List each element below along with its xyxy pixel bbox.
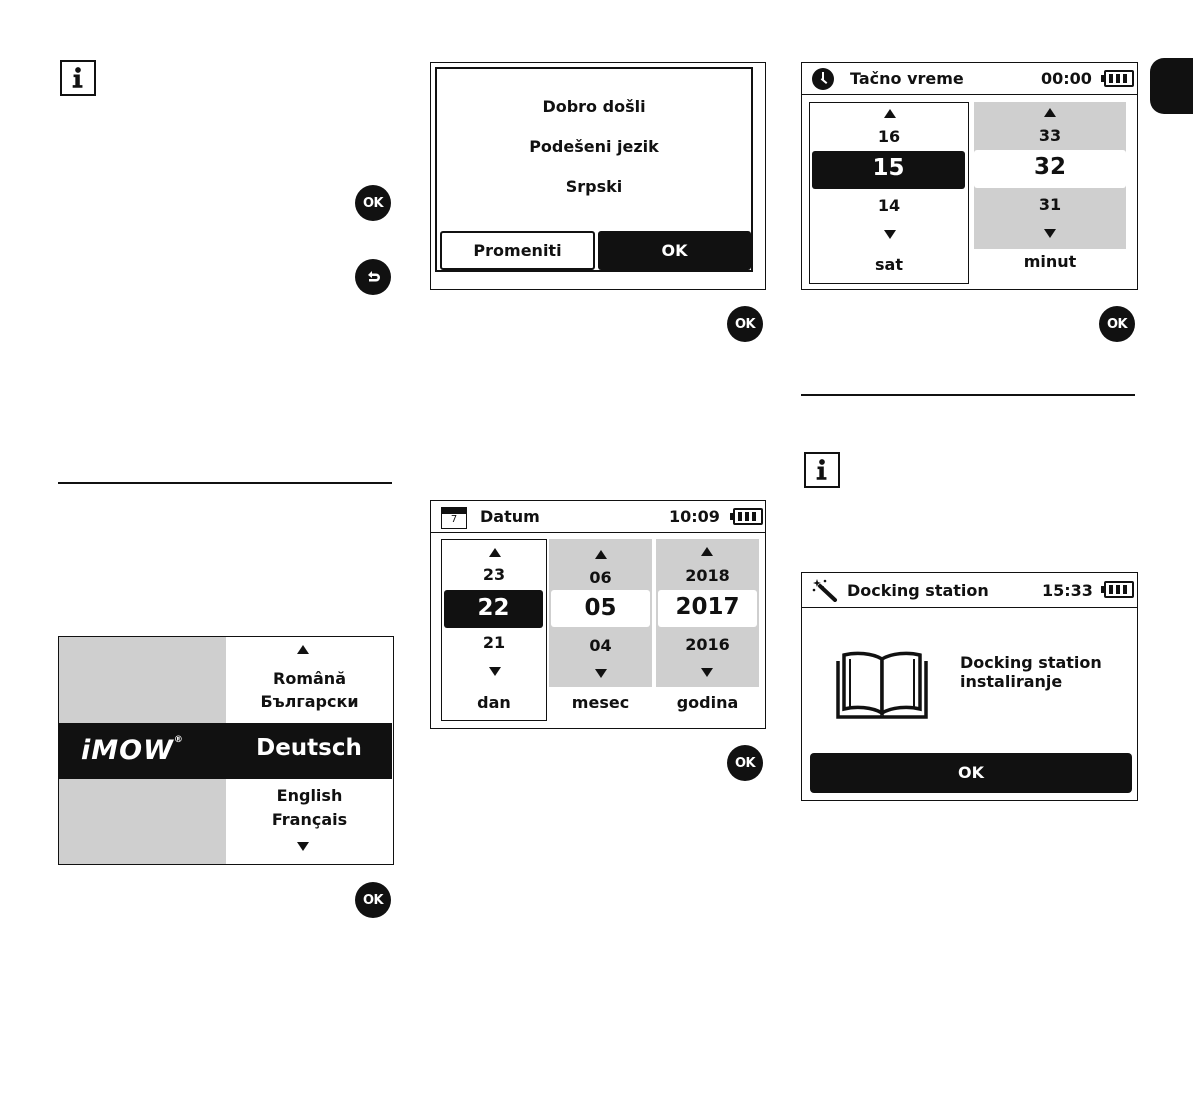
hour-down-icon[interactable] xyxy=(884,230,896,239)
scroll-up-icon xyxy=(297,645,309,654)
day-down-icon[interactable] xyxy=(489,667,501,676)
minute-selected: 32 xyxy=(1033,154,1066,180)
minute-selected-box xyxy=(974,150,1126,188)
year-selected-box xyxy=(658,590,757,627)
day-selected: 22 xyxy=(477,595,510,621)
docking-topbar xyxy=(802,573,1137,608)
day-selected-box xyxy=(444,590,543,628)
imow-logo: iMOW® xyxy=(81,735,184,766)
hour-above: 16 xyxy=(877,127,901,146)
screen-title: Datum xyxy=(480,507,540,526)
month-below: 04 xyxy=(589,636,612,655)
battery-icon xyxy=(733,508,763,525)
month-picker[interactable] xyxy=(549,539,652,721)
year-selected: 2017 xyxy=(675,594,740,620)
year-up-icon[interactable] xyxy=(701,547,713,556)
year-down-icon[interactable] xyxy=(701,668,713,677)
welcome-screen xyxy=(430,62,766,290)
chapter-tab-marker xyxy=(1150,58,1193,114)
minute-up-icon[interactable] xyxy=(1044,108,1056,117)
calendar-icon: 7 xyxy=(441,507,467,529)
language-option: Română xyxy=(273,669,346,688)
clock-time: 15:33 xyxy=(1042,581,1093,600)
language-screen xyxy=(58,636,394,865)
section-divider xyxy=(58,482,392,484)
ok-button-icon: OK xyxy=(1099,306,1135,342)
manual-book-icon xyxy=(836,649,928,719)
time-topbar xyxy=(802,63,1137,95)
ok-button[interactable]: OK xyxy=(598,231,751,270)
month-down-icon[interactable] xyxy=(595,669,607,678)
welcome-line: Dobro došli xyxy=(542,97,646,116)
clock-time: 00:00 xyxy=(1041,69,1092,88)
hour-label: sat xyxy=(875,255,903,274)
docking-screen xyxy=(801,572,1138,801)
time-screen xyxy=(801,62,1138,290)
year-below: 2016 xyxy=(685,635,730,654)
logo-column-bottom xyxy=(59,779,226,864)
month-up-icon[interactable] xyxy=(595,550,607,559)
welcome-line: Podešeni jezik xyxy=(529,137,659,156)
ok-button-icon: OK xyxy=(355,185,391,221)
ok-button-icon: OK xyxy=(727,306,763,342)
language-option: English xyxy=(276,786,343,805)
docking-message-line: instaliranje xyxy=(960,672,1063,691)
ok-button-icon: OK xyxy=(727,745,763,781)
selected-language-row[interactable] xyxy=(59,723,392,779)
year-label: godina xyxy=(676,693,739,712)
day-label: dan xyxy=(477,693,511,712)
year-above: 2018 xyxy=(685,566,730,585)
minute-down-icon[interactable] xyxy=(1044,229,1056,238)
info-icon xyxy=(60,60,96,96)
battery-icon xyxy=(1104,70,1134,87)
minute-label: minut xyxy=(1023,252,1077,271)
month-above: 06 xyxy=(589,568,612,587)
docking-message-line: Docking station xyxy=(960,653,1102,672)
day-picker[interactable] xyxy=(441,539,547,721)
hour-picker[interactable] xyxy=(809,102,969,284)
screen-title: Docking station xyxy=(847,581,989,600)
clock-icon xyxy=(812,68,834,90)
clock-time: 10:09 xyxy=(669,507,720,526)
date-screen xyxy=(430,500,766,729)
docking-ok-button[interactable]: OK xyxy=(810,753,1132,793)
minute-below: 31 xyxy=(1038,195,1062,214)
ok-button-icon: OK xyxy=(355,882,391,918)
month-selected-box xyxy=(551,590,650,627)
language-option: Français xyxy=(271,810,348,829)
language-option: Български xyxy=(260,692,359,711)
hour-selected: 15 xyxy=(872,155,905,181)
minute-picker[interactable] xyxy=(974,102,1126,284)
month-label: mesec xyxy=(571,693,630,712)
screen-title: Tačno vreme xyxy=(850,69,964,88)
day-below: 21 xyxy=(482,633,506,652)
day-up-icon[interactable] xyxy=(489,548,501,557)
logo-column-top xyxy=(59,637,226,723)
minute-above: 33 xyxy=(1038,126,1062,145)
hour-selected-box xyxy=(812,151,965,189)
welcome-line: Srpski xyxy=(565,177,623,196)
month-selected: 05 xyxy=(584,595,617,621)
date-topbar xyxy=(431,501,765,533)
year-picker[interactable] xyxy=(656,539,759,721)
back-button-icon xyxy=(355,259,391,295)
section-divider xyxy=(801,394,1135,396)
hour-below: 14 xyxy=(877,196,901,215)
language-selected: Deutsch xyxy=(256,735,362,761)
magic-wand-icon xyxy=(812,578,838,602)
scroll-down-icon xyxy=(297,842,309,851)
battery-icon xyxy=(1104,581,1134,598)
change-button[interactable]: Promeniti xyxy=(440,231,595,270)
info-icon xyxy=(804,452,840,488)
hour-up-icon[interactable] xyxy=(884,109,896,118)
day-above: 23 xyxy=(482,565,506,584)
